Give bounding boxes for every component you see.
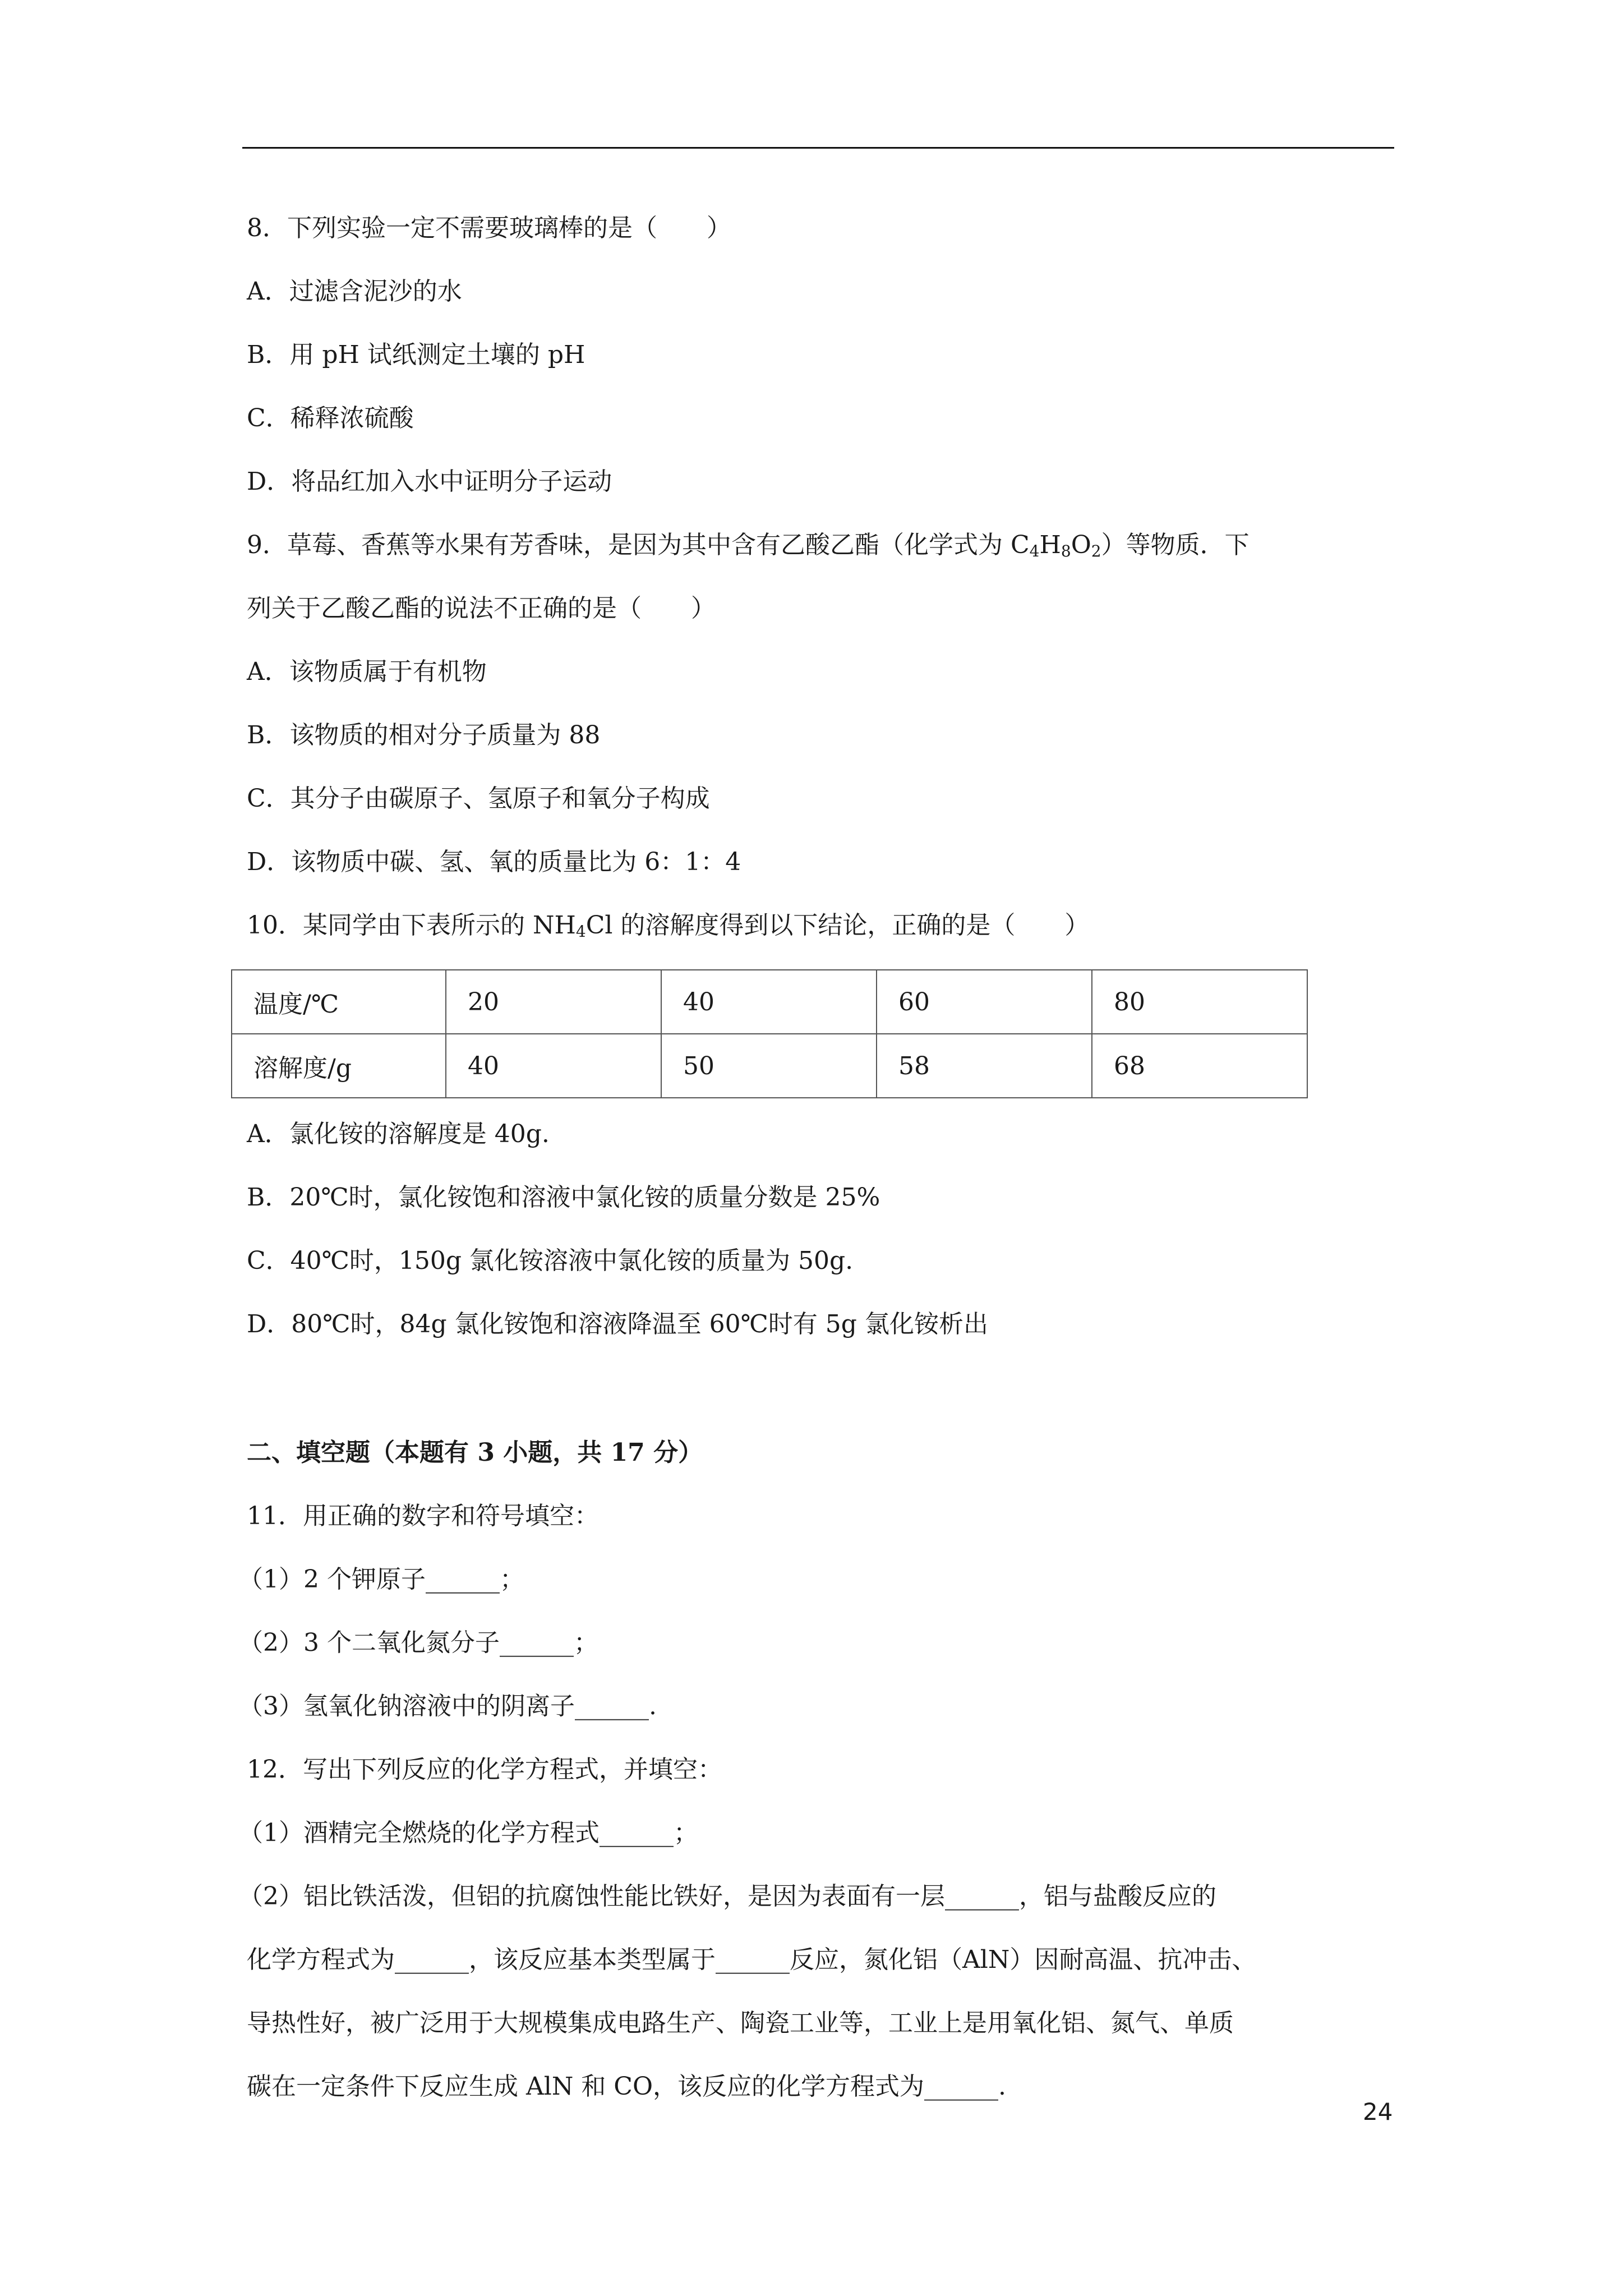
- q9-stem-line1: [247, 528, 1249, 562]
- table-cell: 40: [446, 1034, 661, 1098]
- q9-formula-h: H: [1039, 531, 1061, 559]
- table-cell: 温度/℃: [232, 970, 446, 1034]
- table-cell: 20: [446, 970, 661, 1034]
- q10-option-a: A．氯化铵的溶解度是 40g.: [247, 1120, 550, 1148]
- q10-stem-tail: Cl 的溶解度得到以下结论，正确的是（ ）: [585, 911, 1090, 940]
- q9-formula-o: O: [1071, 531, 1091, 559]
- q10-subscript: 4: [575, 922, 586, 941]
- table-cell: 80: [1092, 970, 1307, 1034]
- q11-part1: （1）2 个钾原子______；: [238, 1565, 524, 1594]
- solubility-table: [231, 969, 1308, 1098]
- page-number: 24: [1363, 2098, 1393, 2125]
- q11-stem: 11．用正确的数字和符号填空：: [247, 1502, 599, 1530]
- q11-part3: （3）氢氧化钠溶液中的阴离子______.: [238, 1692, 657, 1720]
- q8-option-c: C．稀释浓硫酸: [247, 404, 414, 432]
- q8-option-d: D．将品红加入水中证明分子运动: [247, 467, 612, 496]
- table-cell: 溶解度/g: [232, 1034, 446, 1098]
- q12-part2-line4: 碳在一定条件下反应生成 AlN 和 CO，该反应的化学方程式为______.: [247, 2072, 1007, 2101]
- q11-part2: （2）3 个二氧化氮分子______；: [238, 1628, 598, 1657]
- table-cell: 40: [661, 970, 877, 1034]
- q12-part2-line1: （2）铝比铁活泼，但铝的抗腐蚀性能比铁好，是因为表面有一层______，铝与盐酸反应的: [238, 1882, 1216, 1911]
- q9-subscript-c: 4: [1029, 542, 1040, 560]
- q9-stem-line2: 列关于乙酸乙酯的说法不正确的是（ ）: [247, 594, 716, 623]
- q8-option-a: A．过滤含泥沙的水: [247, 277, 462, 306]
- q9-stem-text: 9．草莓、香蕉等水果有芳香味，是因为其中含有乙酸乙酯（化学式为 C: [247, 531, 1030, 559]
- table-row: [232, 970, 1307, 1034]
- q10-option-d: D．80℃时，84g 氯化铵饱和溶液降温至 60℃时有 5g 氯化铵析出: [247, 1310, 988, 1338]
- table-row: [232, 1034, 1307, 1098]
- q9-stem-tail: ）等物质．下: [1101, 531, 1249, 559]
- q9-option-b: B．该物质的相对分子质量为 88: [247, 721, 601, 749]
- table-cell: 50: [661, 1034, 877, 1098]
- q10-option-c: C．40℃时，150g 氯化铵溶液中氯化铵的质量为 50g.: [247, 1246, 854, 1275]
- q12-part2-line3: 导热性好，被广泛用于大规模集成电路生产、陶瓷工业等，工业上是用氧化铝、氮气、单质: [247, 2009, 1234, 2037]
- section-heading: 二、填空题（本题有 3 小题，共 17 分）: [247, 1438, 703, 1467]
- q9-option-a: A．该物质属于有机物: [247, 657, 487, 686]
- q9-option-c: C．其分子由碳原子、氢原子和氧分子构成: [247, 784, 710, 813]
- q9-subscript-o: 2: [1091, 542, 1101, 560]
- q10-option-b: B．20℃时，氯化铵饱和溶液中氯化铵的质量分数是 25%: [247, 1183, 880, 1212]
- q9-subscript-h: 8: [1061, 542, 1071, 560]
- q10-stem: [247, 909, 1089, 942]
- q8-stem: 8．下列实验一定不需要玻璃棒的是（ ）: [247, 214, 731, 242]
- q12-part1: （1）酒精完全燃烧的化学方程式______；: [238, 1819, 698, 1847]
- table-cell: 68: [1092, 1034, 1307, 1098]
- q12-stem: 12．写出下列反应的化学方程式，并填空：: [247, 1755, 722, 1784]
- q12-part2-line2: 化学方程式为______，该反应基本类型属于______反应，氮化铝（AlN）因耐高温、抗冲击、: [247, 1945, 1257, 1974]
- q10-stem-text: 10．某同学由下表所示的 NH: [247, 911, 576, 940]
- table-cell: 60: [877, 970, 1092, 1034]
- table-cell: 58: [877, 1034, 1092, 1098]
- header-rule: [242, 147, 1394, 149]
- q8-option-b: B．用 pH 试纸测定土壤的 pH: [247, 341, 585, 369]
- q9-option-d: D．该物质中碳、氢、氧的质量比为 6：1：4: [247, 848, 741, 876]
